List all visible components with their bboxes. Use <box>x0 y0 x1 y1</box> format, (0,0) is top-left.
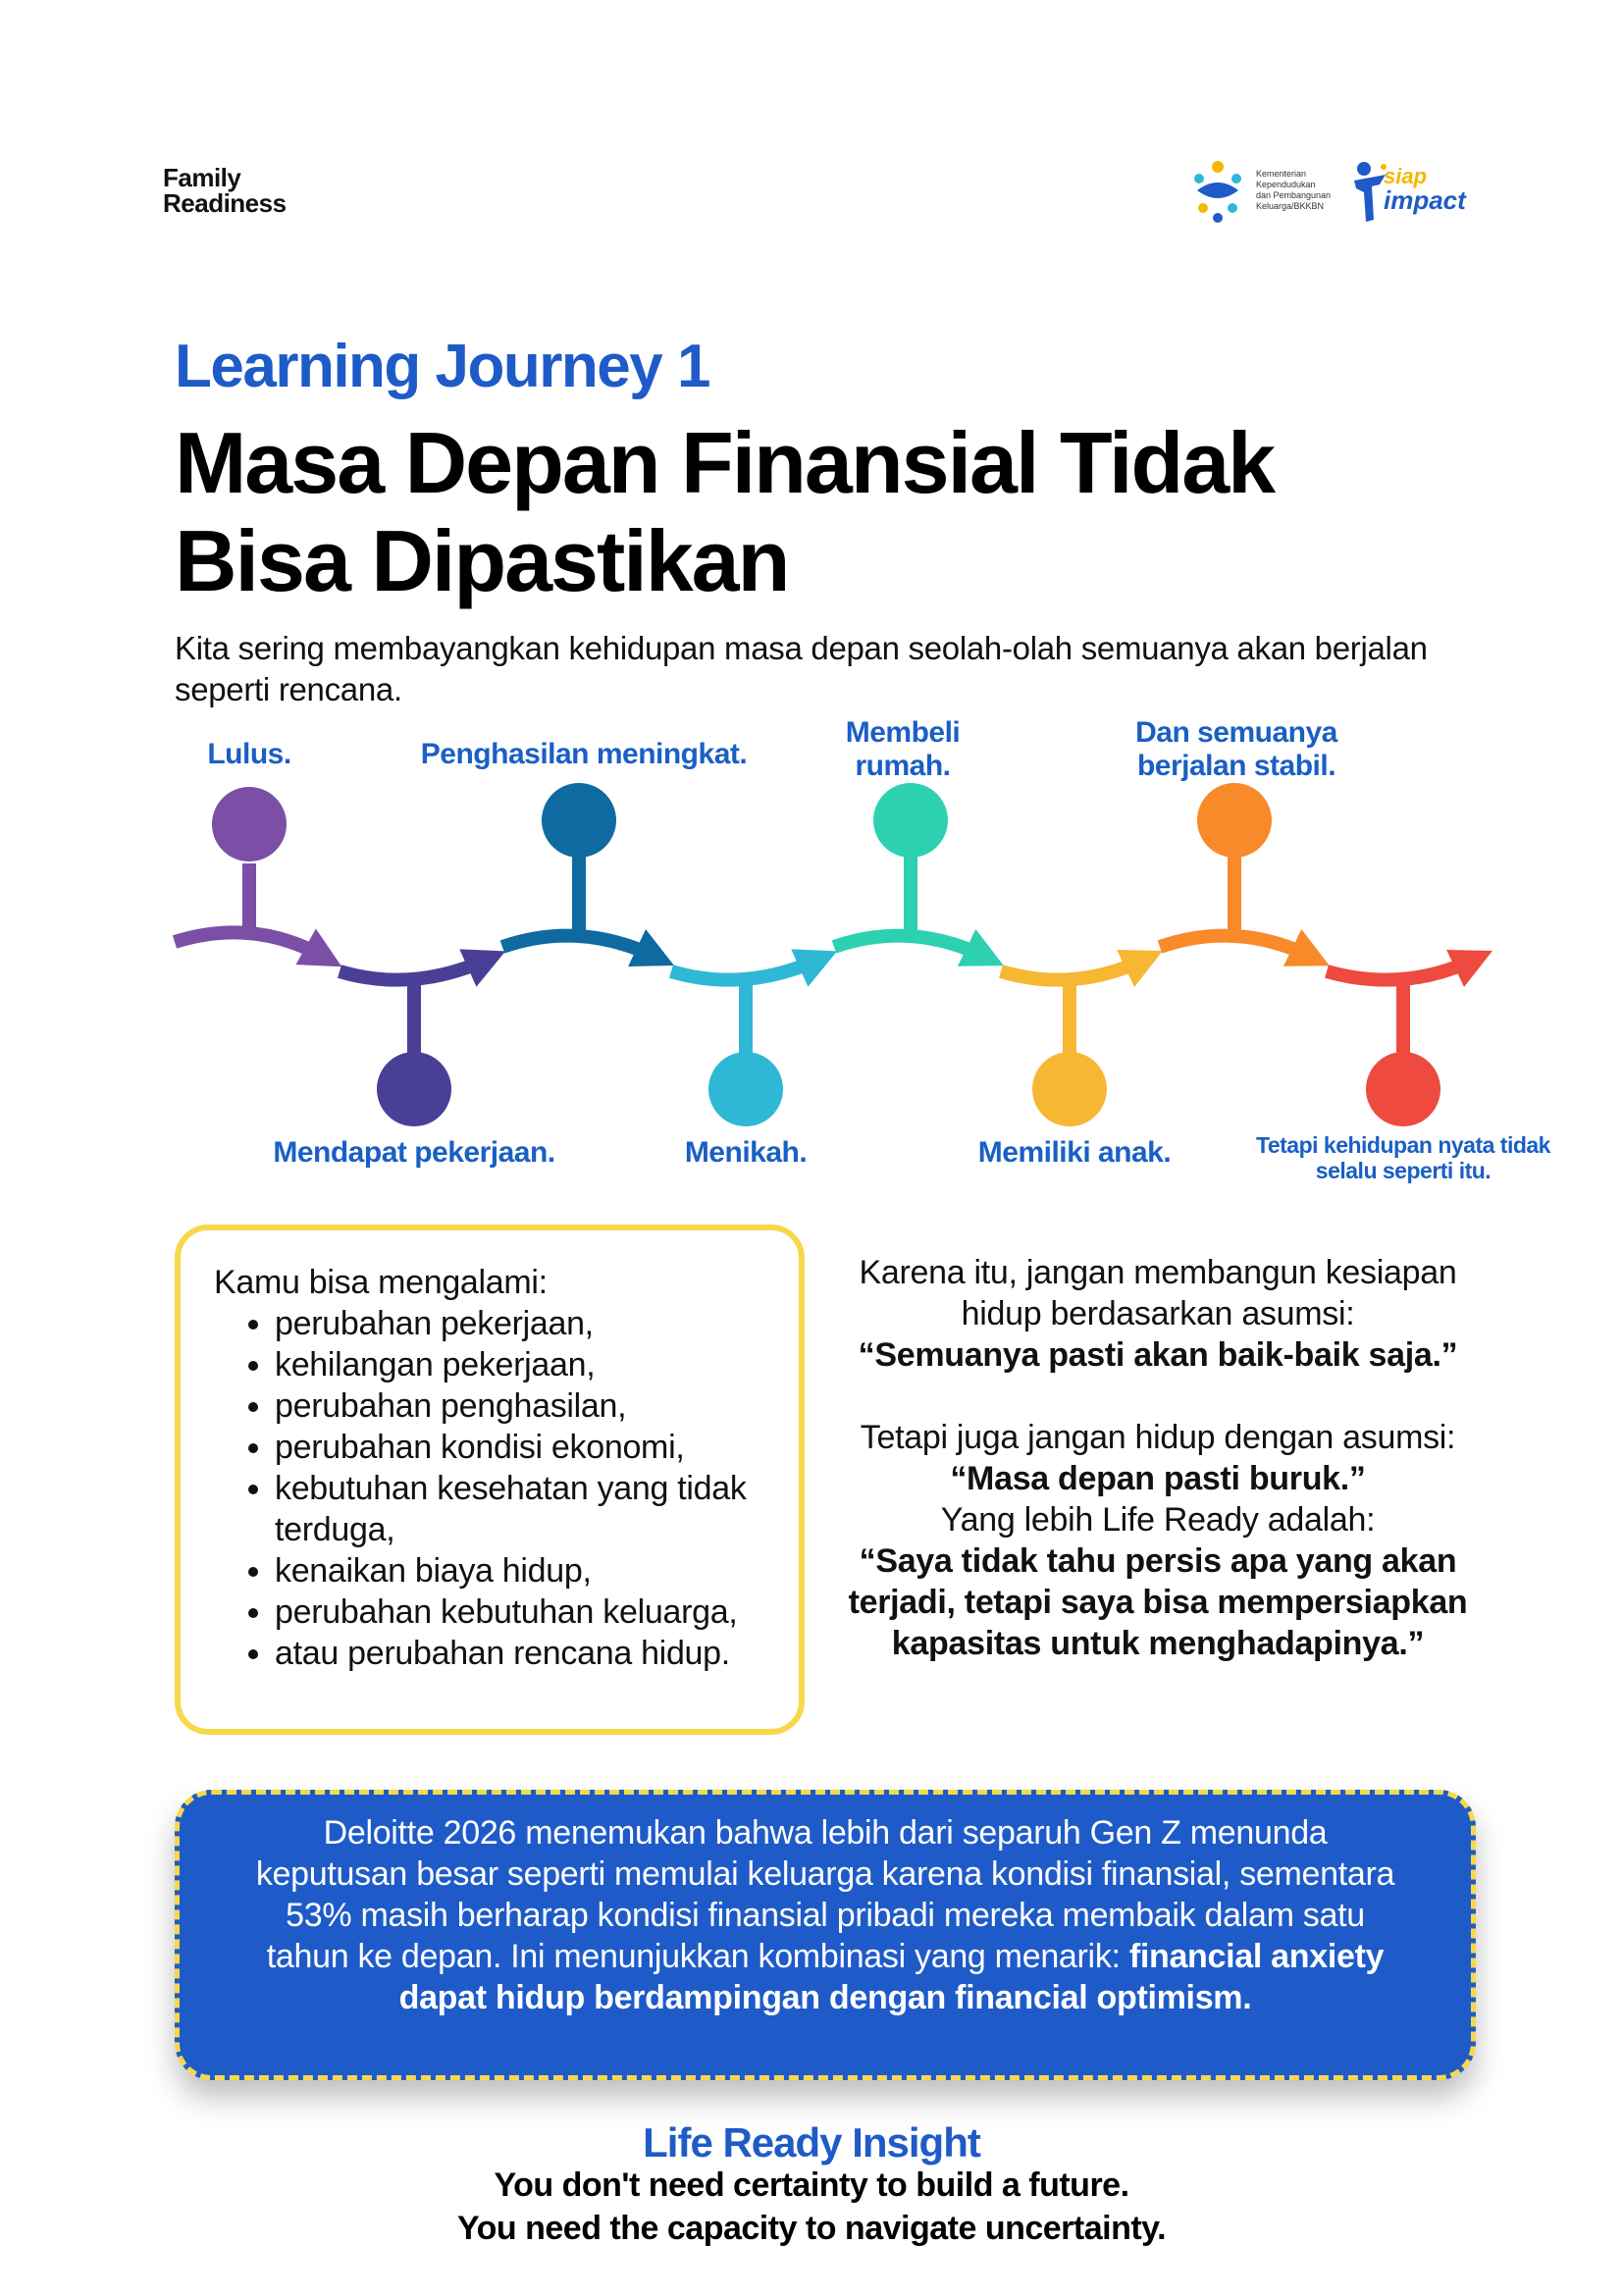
timeline-label-6: Memiliki anak. <box>977 1136 1172 1169</box>
insight-line-2: You need the capacity to navigate uncertainty. <box>456 2210 1167 2247</box>
timeline-label-5: Membeli rumah. <box>845 716 961 782</box>
brand-line-2: Readiness <box>163 188 287 218</box>
assumption-quote-3: “Saya tidak tahu persis apa yang akan terjadi, tetapi saya bisa mempersiapkan kapasitas untuk menghadapinya.” <box>848 1542 1468 1662</box>
timeline-segment-4 <box>671 960 818 980</box>
brand-line-1: Family <box>163 163 241 192</box>
timeline-label-2: Mendapat pekerjaan. <box>273 1136 555 1169</box>
list-item: • atau perubahan rencana hidup. <box>275 1633 769 1674</box>
timeline-label-4: Menikah. <box>684 1136 808 1169</box>
insight-line-1: You don't need certainty to build a future. <box>494 2166 1129 2204</box>
timeline-node-8 <box>1366 985 1440 1126</box>
timeline-segment-6 <box>1001 960 1144 980</box>
timeline-segment-5 <box>834 936 985 957</box>
possible-changes-list <box>214 1303 769 1674</box>
timeline-label-1: Lulus. <box>207 738 291 770</box>
list-item: • kenaikan biaya hidup, <box>275 1550 769 1592</box>
timeline-label-3: Penghasilan meningkat. <box>420 738 748 770</box>
timeline-node-1 <box>212 787 287 930</box>
timeline-label-8: Tetapi kehidupan nyata tidak selalu seperti itu. <box>1256 1132 1550 1183</box>
list-lead: Kamu bisa mengalami: <box>214 1264 548 1301</box>
timeline-node-3 <box>542 783 616 930</box>
possible-changes-box <box>175 1225 805 1735</box>
assumption-quote-2: “Masa depan pasti buruk.” <box>950 1460 1366 1497</box>
page-title: Masa Depan Finansial Tidak Bisa Dipastikan <box>175 414 1275 609</box>
list-item: • perubahan kondisi ekonomi, <box>275 1427 769 1468</box>
assumption-paragraph-3: Yang lebih Life Ready adalah: <box>940 1501 1376 1539</box>
timeline-segment-2 <box>340 960 487 980</box>
intro-paragraph: Kita sering membayangkan kehidupan masa depan seolah-olah semuanya akan berjalan seperti rencana. <box>175 630 1428 707</box>
timeline-node-2 <box>377 985 451 1126</box>
timeline-node-6 <box>1032 985 1107 1126</box>
timeline-label-7: Dan semuanya berjalan stabil. <box>1135 716 1337 782</box>
assumption-quote-1: “Semuanya pasti akan baik-baik saja.” <box>858 1336 1458 1374</box>
timeline-segment-8 <box>1327 960 1474 980</box>
assumption-paragraph-1: Karena itu, jangan membangun kesiapan hidup berdasarkan asumsi: <box>859 1254 1457 1332</box>
list-item: • perubahan penghasilan, <box>275 1385 769 1427</box>
timeline-segment-7 <box>1160 936 1311 957</box>
list-item: • perubahan pekerjaan, <box>275 1303 769 1344</box>
stat-text: Deloitte 2026 menemukan bahwa lebih dari separuh Gen Z menunda keputusan besar seperti memulai keluarga karena kondisi finansial, sementara 53% masih berharap kondisi finansial pribadi mereka membaik dalam satu tahun ke depan. Ini menunjukkan kombinasi yang menarik: <box>255 1814 1395 1975</box>
assumption-text <box>844 1252 1472 1664</box>
list-item: • kehilangan pekerjaan, <box>275 1344 769 1385</box>
timeline-node-4 <box>708 985 783 1126</box>
insight-title: Life Ready Insight <box>643 2119 980 2166</box>
impact-text: impact <box>1384 185 1466 215</box>
assumption-paragraph-2: Tetapi juga jangan hidup dengan asumsi: <box>860 1419 1456 1456</box>
list-item: • kebutuhan kesehatan yang tidak terduga, <box>275 1468 769 1550</box>
timeline-node-7 <box>1197 783 1272 930</box>
deloitte-stat-box <box>175 1790 1476 2080</box>
list-item: • perubahan kebutuhan keluarga, <box>275 1592 769 1633</box>
eyebrow-title: Learning Journey 1 <box>175 333 709 400</box>
timeline-segment-1 <box>175 932 324 957</box>
siap-text: siap <box>1384 164 1428 188</box>
partner-name: Kementerian Kependudukan dan Pembangunan Keluarga/BKKBN <box>1256 169 1332 211</box>
stat-bold-text: financial anxiety dapat hidup berdampingan dengan financial optimism. <box>398 1938 1385 2016</box>
timeline-node-5 <box>873 783 948 930</box>
timeline-segment-3 <box>502 936 655 957</box>
